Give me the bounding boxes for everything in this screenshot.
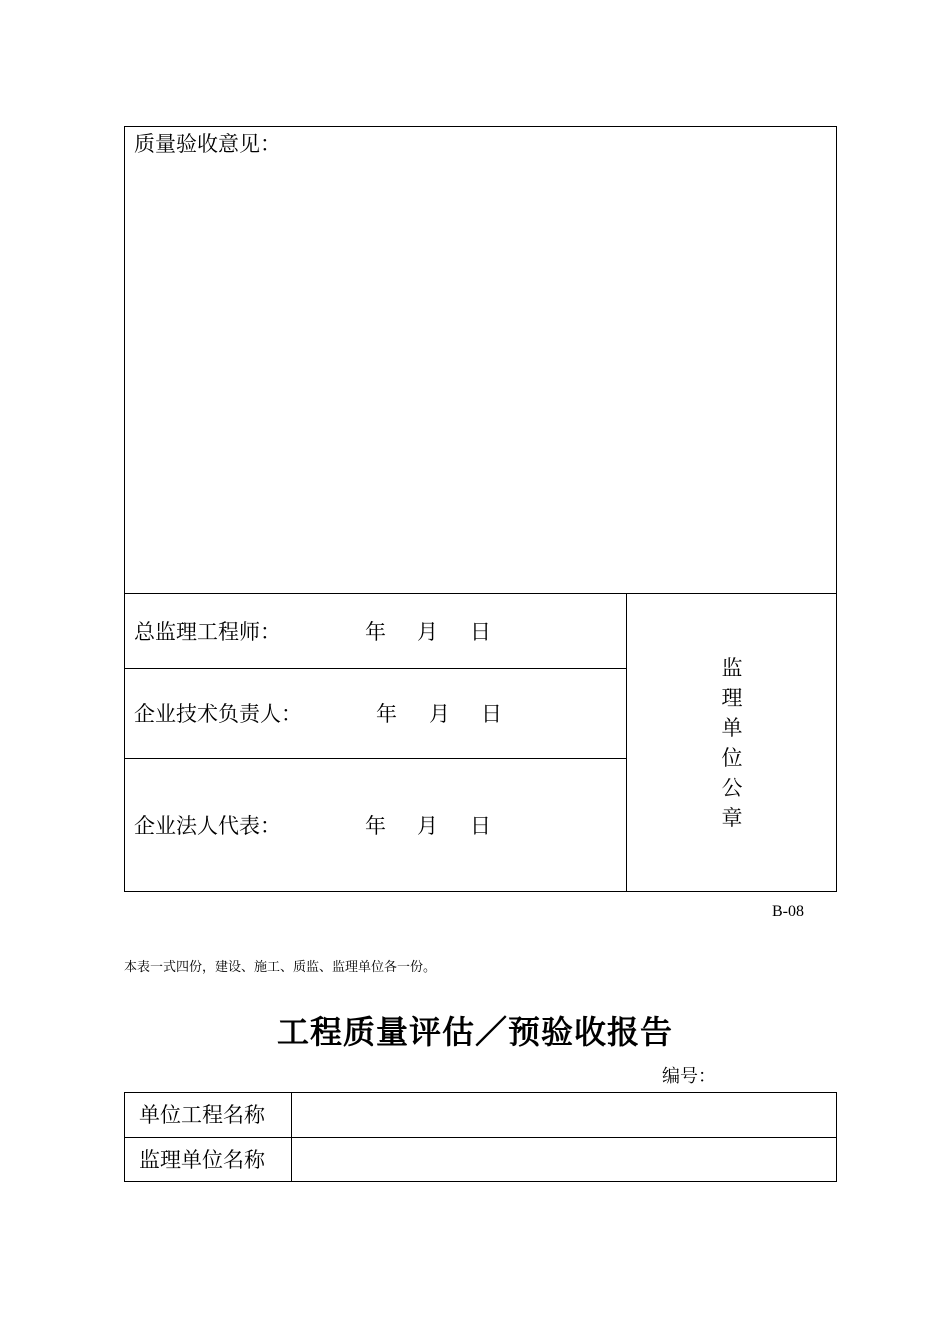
table-border-right	[836, 1092, 837, 1182]
form-divider-opinion	[124, 593, 837, 594]
seal-char: 监	[721, 656, 743, 680]
date-day: 日	[481, 702, 502, 726]
form-border-left	[124, 126, 125, 892]
table-row-divider	[124, 1137, 837, 1138]
seal-char: 理	[721, 686, 743, 710]
form-divider-row1	[124, 668, 627, 669]
form-border-bottom	[124, 891, 837, 892]
date-year: 年	[376, 702, 397, 726]
supervision-unit-name-field[interactable]	[293, 1139, 835, 1180]
date-day: 日	[470, 620, 491, 644]
form-border-right	[836, 126, 837, 892]
distribution-note: 本表一式四份，建设、施工、质监、监理单位各一份。	[124, 960, 437, 975]
date-month: 月	[417, 620, 438, 644]
supervision-unit-name-label: 监理单位名称	[139, 1148, 265, 1172]
seal-char: 位	[721, 746, 743, 770]
date-year: 年	[365, 620, 386, 644]
table-border-bottom	[124, 1181, 837, 1182]
form-divider-row2	[124, 758, 627, 759]
chief-supervisor-label: 总监理工程师：	[134, 620, 281, 644]
date-day: 日	[470, 814, 491, 838]
serial-number-label: 编号：	[662, 1066, 716, 1087]
unit-project-name-field[interactable]	[293, 1094, 835, 1136]
opinion-label: 质量验收意见：	[134, 132, 281, 156]
date-year: 年	[365, 814, 386, 838]
form-divider-seal	[626, 593, 627, 891]
form-code: B-08	[772, 903, 804, 920]
legal-representative-label: 企业法人代表：	[134, 814, 281, 838]
table-column-divider	[291, 1092, 292, 1182]
table-border-top	[124, 1092, 837, 1093]
date-month: 月	[417, 814, 438, 838]
opinion-content-area[interactable]	[126, 160, 834, 590]
unit-project-name-label: 单位工程名称	[139, 1103, 265, 1127]
date-month: 月	[429, 702, 450, 726]
seal-char: 公	[721, 776, 743, 800]
technical-head-label: 企业技术负责人：	[134, 702, 302, 726]
table-border-left	[124, 1092, 125, 1182]
form-border-top	[124, 126, 837, 127]
seal-char: 单	[721, 716, 743, 740]
seal-char: 章	[721, 806, 743, 830]
report-title: 工程质量评估／预验收报告	[276, 1013, 673, 1051]
